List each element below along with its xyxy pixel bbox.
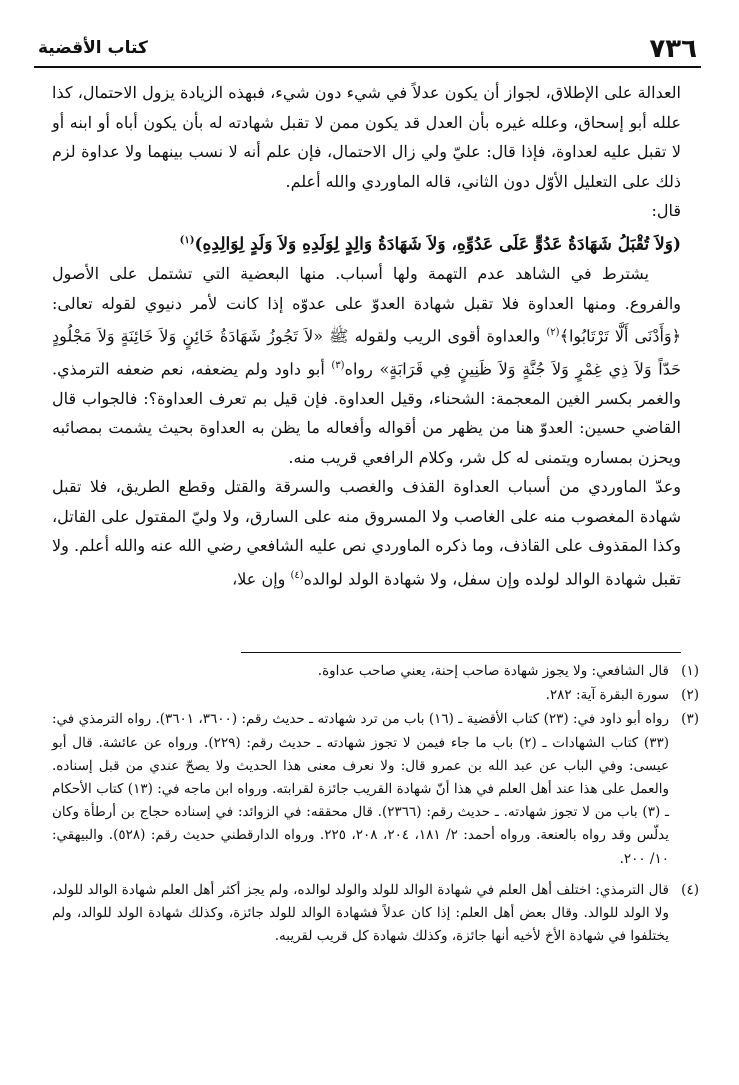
footnote-number: (٣) (681, 711, 699, 728)
matn-text (52, 226, 681, 260)
qal-label: قال: (651, 201, 681, 220)
paragraph-2 (52, 259, 681, 472)
footnote-2 (52, 684, 699, 707)
footnotes (52, 660, 699, 949)
footnote-text: قال الترمذي: اختلف أهل العلم في شهادة الوالد للولد والولد لوالده، ولم يجز أكثر أهل العلم شهادة الوالد للولد، ولا الولد للوالد. وقال بعض أهل العلم: إذا كان عدلاً فشهادة الوالد للولد جائزة، وكذلك شهادة الولد للوالد، ولم يختلفوا في شهادة الأخ لأخيه أنها جائزة، وكذلك شهادة كل قريب لقريبه. (52, 881, 669, 945)
paragraph-3-part-b: وإن علا، (232, 569, 291, 589)
footnote-ref-2: (٢) (546, 327, 560, 339)
running-title: كتاب الأقضية (38, 38, 148, 58)
matn-line: (وَلاَ تُقْبَلُ شَهَادَةُ عَدُوٍّ عَلَى عَدُوِّهِ، وَلاَ شَهَادَةُ وَالِدٍ لِوَلَدِهِ وَلاَ وَلَدٍ لِوَالِدِهِ) (194, 234, 681, 255)
footnote-divider (241, 652, 681, 653)
paragraph-2-part-c: أبو داود ولم يضعفه، نعم ضعفه الترمذي. والغمر بكسر الغين المعجمة: الشحناء، وقيل العداوة. فإن قيل بم تعرف العداوة؟: فالجواب قال القاضي حسين: العدوّ هنا من يظهر من أقواله وأفعاله ما يظن به العداوة بحيث يشمت بمصائبه ويحزن بمساره ويتمنى له كل شر، وكلام الرافعي قريب منه. (52, 359, 681, 467)
paragraph-1 (52, 78, 681, 196)
footnote-text: رواه أبو داود في: (٢٣) كتاب الأقضية ـ (١٦) باب من ترد شهادته ـ حديث رقم: (٣٦٠٠، ٣٦٠١). رواه الترمذي في: (٣٣) كتاب الشهادات ـ (٢) باب ما جاء فيمن لا تجوز شهادته ـ حديث رقم: (٢٢٩). ورواه عن عائشة. قال أبو عيسى: وفي الباب عن عبد الله بن عمرو قال: ولا نعرف معنى هذا الحديث ولا يصحّ عندي من قبل إسناده. والعمل على هذا عند أهل العلم في هذا أنّ شهادة القريب جائزة لقرابته. ورواه ابن ماجه في: (١٣) كتاب الأحكام ـ (٣) باب من لا تجوز شهادته. ـ حديث رقم: (٢٣٦٦). قال محققه: في الزوائد: في إسناده حجاج بن أرطأة وكان يدلّس وقد رواه بالعنعة. ورواه أحمد: ٢/ ١٨١، ٢٠٤، ٢٠٨، ٢٢٥. ورواه الدارقطني حديث رقم: (٥٢٨). والبيهقي: ١٠/ ٢٠٠. (52, 711, 670, 867)
paragraph-3 (52, 472, 681, 593)
footnote-3 (52, 708, 699, 870)
paragraph-1-text: العدالة على الإطلاق، لجواز أن يكون عدلاً في شيء دون شيء، فبهذه الزيادة يزول الاحتمال، كذا علله أبو إسحاق، وعلله غيره بأن العدل قد يكون ممن لا تقبل شهادته له بأن يكون أباه أو ابنه أو لا تقبل عليه لعداوة، فإذا قال: عليّ ولي زال الاحتمال، فإن علم أنه لا نسب بينهما ولا عداوة لزم ذلك على التعليل الأوّل دون الثاني، قاله الماوردي والله أعلم. (52, 83, 681, 191)
footnote-number: (٢) (681, 687, 699, 704)
page-header (34, 32, 701, 68)
footnote-ref-1: (١) (179, 234, 195, 246)
footnote-text: قال الشافعي: ولا يجوز شهادة صاحب إحنة، يعني صاحب عداوة. (317, 663, 669, 679)
footnote-1 (52, 660, 699, 683)
paragraph-3-part-a: وعدّ الماوردي من أسباب العداوة القذف والغصب والسرقة والقتل وقطع الطريق، فلا تقبل شهادة المغصوب منه على الغاصب ولا المسروق منه على السارق، ولا وليّ المقتول على القاتل، وكذا المقذوف على القاذف، وما ذكره الماوردي نص عليه الشافعي رضي الله عنه والله أعلم. ولا تقبل شهادة الوالد لولده وإن سفل، ولا شهادة الولد لوالده (52, 477, 681, 589)
footnote-ref-3: (٣) (331, 359, 345, 371)
paragraph-2-part-a: يشترط في الشاهد عدم التهمة ولها أسباب. منها البعضية التي تشتمل على الأصول والفروع. ومنها العداوة فلا تقبل شهادة العدوّ على عدوّه إذا كانت لأمر دنيوي لقوله تعالى: ﴿وَأَدْنَى أَلَّا تَرْتَابُوا﴾ (52, 264, 682, 346)
footnote-ref-4: (٤) (290, 569, 304, 581)
paragraph-2-part-b: والعداوة أقوى الريب ولقوله ﷺ «لاَ تَجُوزُ شَهَادَةُ خَائِنٍ وَلاَ خَائِنَةٍ وَلاَ مَجْلُودٍ حَدّاً وَلاَ ذِي غِمْرٍ وَلاَ جُنَّةٍ وَلاَ ظَنِينٍ فِي قَرَابَةٍ» رواه (52, 326, 681, 379)
page-number: ٧٣٦ (649, 34, 697, 64)
footnote-number: (٤) (681, 881, 699, 898)
footnote-text: سورة البقرة آية: ٢٨٢. (545, 687, 669, 704)
main-text (52, 78, 681, 594)
footnote-number: (١) (681, 663, 699, 679)
footnote-4 (52, 879, 699, 949)
